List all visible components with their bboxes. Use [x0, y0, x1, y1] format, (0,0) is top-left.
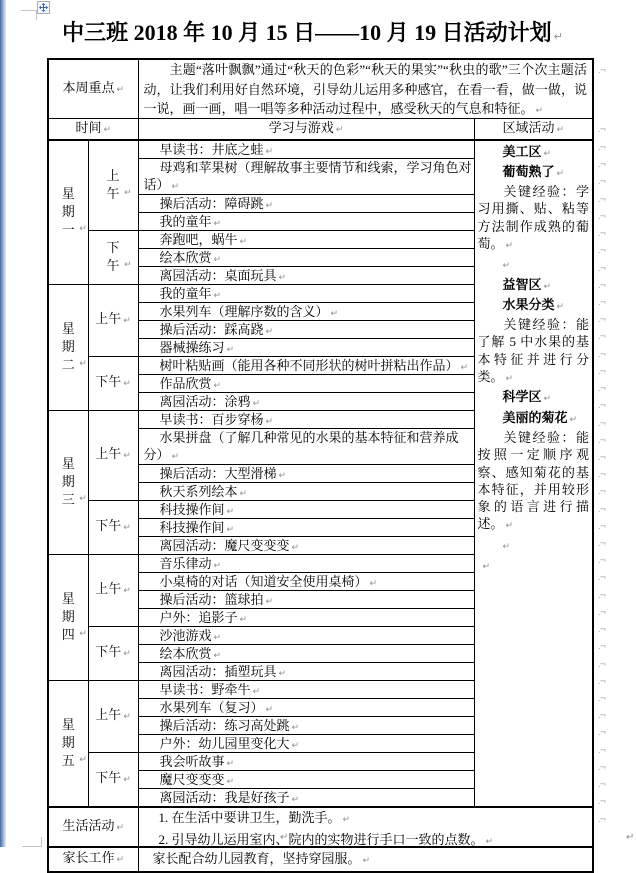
activity-cell[interactable]: 母鸡和苹果树（理解故事主要情节和线索，学习角色对话） ↵: [138, 158, 474, 194]
pm-label-cell[interactable]: 下午 ↵: [88, 626, 138, 680]
learning-header-cell[interactable]: 学习与游戏 ↵: [138, 118, 474, 140]
activity-cell[interactable]: 户外：幼儿园里变化大 ↵: [138, 734, 474, 752]
region-activity-title: 美丽的菊花 ↵: [475, 409, 593, 429]
crop-mark-bottom-left-icon: [22, 837, 42, 847]
pm-label-cell[interactable]: 下午 ↵: [88, 500, 138, 554]
pm-label-cell[interactable]: 下午 ↵: [88, 356, 138, 410]
region-activity-title: 水果分类 ↵: [475, 296, 593, 316]
day-cell-thursday[interactable]: 星期四 ↵: [48, 554, 88, 680]
activity-cell[interactable]: 水果列车（理解序数的含义） ↵: [138, 302, 474, 320]
activity-cell[interactable]: 秋天系列绘本 ↵: [138, 482, 474, 500]
region-activities-cell[interactable]: [474, 140, 593, 807]
day-cell-wednesday[interactable]: 星期三 ↵: [48, 410, 88, 554]
cell-end-mark-icon: [598, 119, 605, 137]
activity-cell[interactable]: 早读书：百步穿杨 ↵: [138, 410, 474, 428]
activity-cell[interactable]: 操后活动：大型滑梯 ↵: [138, 464, 474, 482]
activity-cell[interactable]: 我的童年 ↵: [138, 284, 474, 302]
activity-cell[interactable]: 操后活动：篮球拍 ↵: [138, 590, 474, 608]
time-header-cell[interactable]: 时间 ↵: [48, 118, 138, 140]
activity-cell[interactable]: 早读书：井底之蛙 ↵: [138, 140, 474, 159]
parent-work-content-cell[interactable]: 家长配合幼儿园教育，坚持穿园服。 ↵: [138, 847, 593, 872]
crop-mark-top-left-icon: [21, 10, 37, 20]
parent-work-label-cell[interactable]: 家长工作 ↵: [48, 847, 138, 872]
activity-cell[interactable]: 我的童年 ↵: [138, 212, 474, 230]
am-label-cell[interactable]: 上午 ↵: [88, 410, 138, 500]
activity-cell[interactable]: 奔跑吧，蜗牛 ↵: [138, 230, 474, 248]
activity-cell[interactable]: 器械操练习 ↵: [138, 338, 474, 356]
cell-end-marks: [598, 137, 605, 826]
day-cell-monday[interactable]: 星期一 ↵: [48, 140, 88, 285]
life-activity-item: 2. 引导幼儿运用室内、院内的实物进行手口一致的点数。 ↵: [139, 830, 593, 846]
activity-cell[interactable]: 树叶粘贴画（能用各种不同形状的树叶拼粘出作品） ↵: [138, 356, 474, 374]
activity-cell[interactable]: 沙池游戏 ↵: [138, 626, 474, 644]
activity-cell[interactable]: 绘本欣赏 ↵: [138, 644, 474, 662]
activity-cell[interactable]: 我会听故事 ↵: [138, 752, 474, 770]
pm-label-cell[interactable]: 下午 ↵: [88, 752, 138, 807]
life-activity-item: 1. 在生活中要讲卫生，勤洗手。 ↵: [139, 808, 593, 830]
weekly-focus-content-cell[interactable]: 主题“落叶飘飘”通过“秋天的色彩”“秋天的果实”“秋虫的歌”三个次主题活动，让我们利用好自然环境，引导幼儿运用多种感官，在看一看，做一做，说一说，画一画，唱一唱等多种活动过程中，感受秋天的气息和特征。 ↵: [138, 59, 593, 118]
activity-cell[interactable]: 水果拼盘（了解几种常见的水果的基本特征和营养成分） ↵: [138, 428, 474, 464]
activity-cell[interactable]: 科技操作间 ↵: [138, 518, 474, 536]
activity-cell[interactable]: 操后活动：练习高处跳 ↵: [138, 716, 474, 734]
region-area-name: 科学区 ↵: [475, 388, 593, 408]
activity-cell[interactable]: 操后活动：障碍跳 ↵: [138, 194, 474, 212]
activity-cell[interactable]: 小桌椅的对话（知道安全使用桌椅） ↵: [138, 572, 474, 590]
region-header-cell[interactable]: 区域活动 ↵: [474, 118, 593, 140]
activity-cell[interactable]: 离园活动：涂鸦 ↵: [138, 392, 474, 410]
activity-cell[interactable]: 离园活动：桌面玩具 ↵: [138, 266, 474, 284]
window-left-edge: [0, 0, 6, 847]
weekly-focus-label-cell[interactable]: 本周重点 ↵: [48, 59, 138, 118]
life-activities-content-cell[interactable]: [138, 807, 593, 847]
activity-cell[interactable]: 操后活动：踩高跷 ↵: [138, 320, 474, 338]
activity-cell[interactable]: 绘本欣赏 ↵: [138, 248, 474, 266]
pm-label-cell[interactable]: 下午 ↵: [88, 230, 138, 284]
activity-cell[interactable]: 离园活动：我是好孩子 ↵: [138, 788, 474, 807]
region-area-name: 美工区 ↵: [475, 143, 593, 163]
paragraph-mark-icon: [626, 832, 634, 843]
activity-cell[interactable]: 魔尺变变变 ↵: [138, 770, 474, 788]
region-key-experience: 关键经验：学习用撕、贴、粘等方法制作成熟的葡萄。 ↵: [475, 183, 593, 255]
blank-line: [475, 556, 593, 576]
am-label-cell[interactable]: 上午 ↵: [88, 680, 138, 752]
activity-cell[interactable]: 离园活动：魔尺变变变 ↵: [138, 536, 474, 554]
blank-line: [475, 255, 593, 275]
blank-line: [475, 536, 593, 556]
am-label-cell[interactable]: 上午 ↵: [88, 140, 138, 231]
activity-cell[interactable]: 作品欣赏 ↵: [138, 374, 474, 392]
am-label-cell[interactable]: 上午 ↵: [88, 554, 138, 626]
weekly-plan-table: [47, 58, 594, 873]
paragraph-mark-icon: [280, 832, 288, 843]
life-activities-label-cell[interactable]: 生活活动 ↵: [48, 807, 138, 847]
activity-cell[interactable]: 早读书：野牵牛 ↵: [138, 680, 474, 698]
activity-cell[interactable]: 水果列车（复习） ↵: [138, 698, 474, 716]
cell-end-mark-icon: [598, 60, 605, 78]
activity-cell[interactable]: 离园活动：插塑玩具 ↵: [138, 662, 474, 680]
document-title[interactable]: 中三班 2018 年 10 月 15 日——10 月 19 日活动计划 ↵: [40, 17, 585, 53]
region-area-name: 益智区 ↵: [475, 276, 593, 296]
region-activity-title: 葡萄熟了 ↵: [475, 163, 593, 183]
activity-cell[interactable]: 户外：追影子 ↵: [138, 608, 474, 626]
day-cell-tuesday[interactable]: 星期二 ↵: [48, 284, 88, 410]
day-cell-friday[interactable]: 星期五 ↵: [48, 680, 88, 807]
region-key-experience: 关键经验：能按照一定顺序观察、感知菊花的基本特征，并用较形象的语言进行描述。 ↵: [475, 429, 593, 536]
activity-cell[interactable]: 音乐律动 ↵: [138, 554, 474, 572]
table-move-handle-icon[interactable]: [37, 1, 50, 14]
region-key-experience: 关键经验：能了解 5 中水果的基本特征并进行分类。 ↵: [475, 316, 593, 388]
am-label-cell[interactable]: 上午 ↵: [88, 284, 138, 356]
activity-cell[interactable]: 科技操作间 ↵: [138, 500, 474, 518]
